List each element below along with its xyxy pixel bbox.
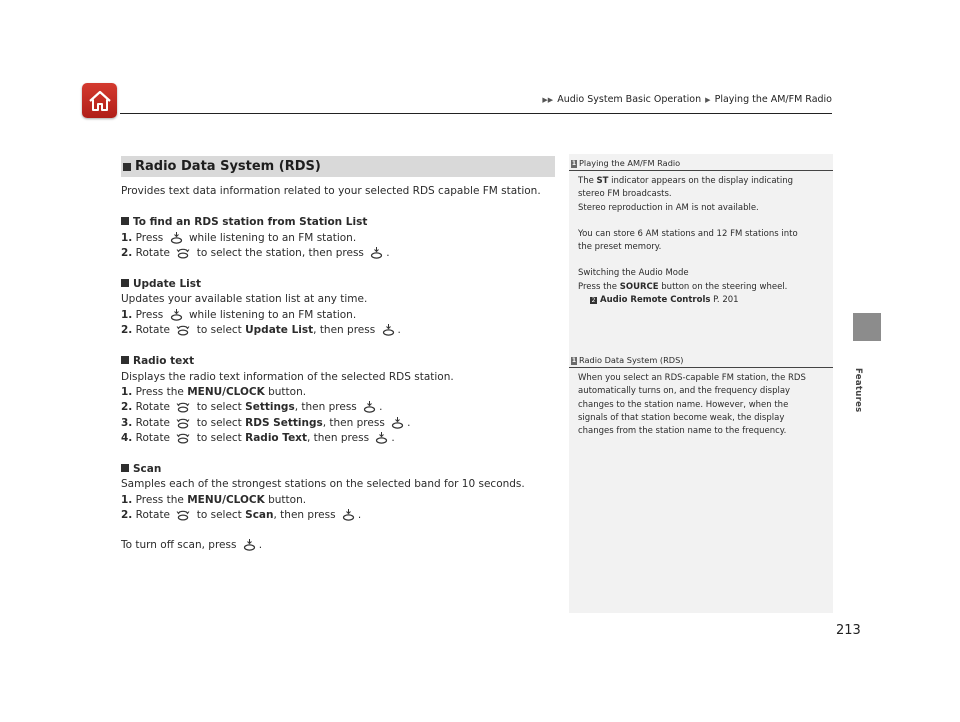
knob-press-icon — [382, 323, 395, 336]
update-step-1: 1. Press while listening to an FM station. — [121, 308, 357, 321]
notes-column — [569, 154, 833, 613]
knob-press-icon — [375, 431, 388, 444]
note-line: signals of that station become weak, the display — [578, 412, 785, 423]
knob-press-icon — [363, 400, 376, 413]
find-step-2: 2. Rotate to select the station, then press . — [121, 246, 390, 259]
breadcrumb-item-am-fm[interactable]: Playing the AM/FM Radio — [714, 94, 832, 105]
note-heading: 1 Playing the AM/FM Radio — [569, 157, 833, 171]
radiotext-heading: Radio text — [121, 354, 555, 369]
knob-press-icon — [342, 508, 355, 521]
note-marker: 1 — [571, 356, 577, 364]
section-title: Radio Data System (RDS) — [135, 158, 321, 174]
features-tab-marker[interactable] — [853, 313, 881, 341]
find-step-1: 1. Press while listening to an FM station. — [121, 231, 357, 244]
scan-step-1: 1. Press the MENU/CLOCK button. — [121, 493, 307, 506]
section-square-icon — [123, 163, 131, 171]
note-line: changes from the station name to the frequency. — [578, 426, 787, 437]
note-line: Switching the Audio Mode — [578, 268, 689, 279]
breadcrumb — [541, 94, 832, 105]
knob-rotate-icon — [176, 323, 190, 336]
knob-rotate-icon — [176, 431, 190, 444]
radiotext-step-2: 2. Rotate to select Settings, then press . — [121, 401, 383, 414]
note-line: stereo FM broadcasts. — [578, 189, 672, 200]
note-line: When you select an RDS-capable FM station, the RDS — [578, 373, 806, 383]
note-line: the preset memory. — [578, 242, 662, 253]
main-content — [121, 156, 555, 554]
scan-step-2: 2. Rotate to select Scan, then press . — [121, 509, 362, 522]
scan-off-text: To turn off scan, press . — [121, 539, 263, 552]
knob-rotate-icon — [176, 416, 190, 429]
note-rds — [569, 354, 833, 438]
radiotext-step-4: 4. Rotate to select Radio Text, then press . — [121, 431, 395, 444]
note-line: You can store 6 AM stations and 12 FM stations into — [578, 228, 798, 239]
knob-press-icon — [170, 231, 183, 244]
heading-square-icon — [121, 217, 129, 225]
update-desc: Updates your available station list at any time. — [121, 293, 368, 306]
note-playing-am-fm — [569, 157, 833, 307]
knob-rotate-icon — [176, 508, 190, 521]
knob-press-icon — [170, 308, 183, 321]
update-step-2: 2. Rotate to select Update List, then press . — [121, 324, 401, 337]
knob-rotate-icon — [176, 246, 190, 259]
heading-square-icon — [121, 279, 129, 287]
note-heading: 1 Radio Data System (RDS) — [569, 354, 833, 368]
breadcrumb-item-audio-basic[interactable]: Audio System Basic Operation — [557, 94, 702, 105]
features-tab-label: Features — [853, 368, 863, 413]
knob-rotate-icon — [176, 400, 190, 413]
heading-square-icon — [121, 356, 129, 364]
radiotext-step-3: 3. Rotate to select RDS Settings, then press . — [121, 416, 411, 429]
note-line: Stereo reproduction in AM is not available. — [578, 202, 759, 213]
audio-remote-controls-link[interactable]: 2 Audio Remote Controls P. 201 — [591, 295, 739, 306]
home-icon — [88, 90, 112, 112]
note-line: Press the SOURCE button on the steering wheel. — [578, 281, 788, 292]
radiotext-desc: Displays the radio text information of the selected RDS station. — [121, 370, 454, 383]
find-heading: To find an RDS station from Station List — [121, 215, 555, 230]
scan-heading: Scan — [121, 462, 555, 477]
note-line: The ST indicator appears on the display indicating — [578, 176, 794, 186]
note-line: automatically turns on, and the frequency display — [578, 386, 791, 397]
radiotext-step-1: 1. Press the MENU/CLOCK button. — [121, 385, 307, 398]
breadcrumb-arrow-icon: ▶▶ — [542, 96, 554, 104]
knob-press-icon — [370, 246, 383, 259]
knob-press-icon — [243, 538, 256, 551]
breadcrumb-arrow-icon: ▶ — [705, 96, 711, 104]
page-number: 213 — [836, 623, 861, 638]
intro-text: Provides text data information related to your selected RDS capable FM station. — [121, 185, 541, 197]
update-heading: Update List — [121, 277, 555, 292]
header-rule — [120, 113, 832, 114]
home-button[interactable] — [82, 83, 117, 118]
scan-desc: Samples each of the strongest stations on the selected band for 10 seconds. — [121, 478, 525, 491]
heading-square-icon — [121, 464, 129, 472]
section-title-bar — [121, 156, 555, 177]
reference-arrow-icon: 2 — [591, 297, 596, 305]
knob-press-icon — [391, 416, 404, 429]
note-line: changes to the station name. However, when the — [578, 399, 789, 410]
note-marker: 1 — [571, 159, 577, 167]
